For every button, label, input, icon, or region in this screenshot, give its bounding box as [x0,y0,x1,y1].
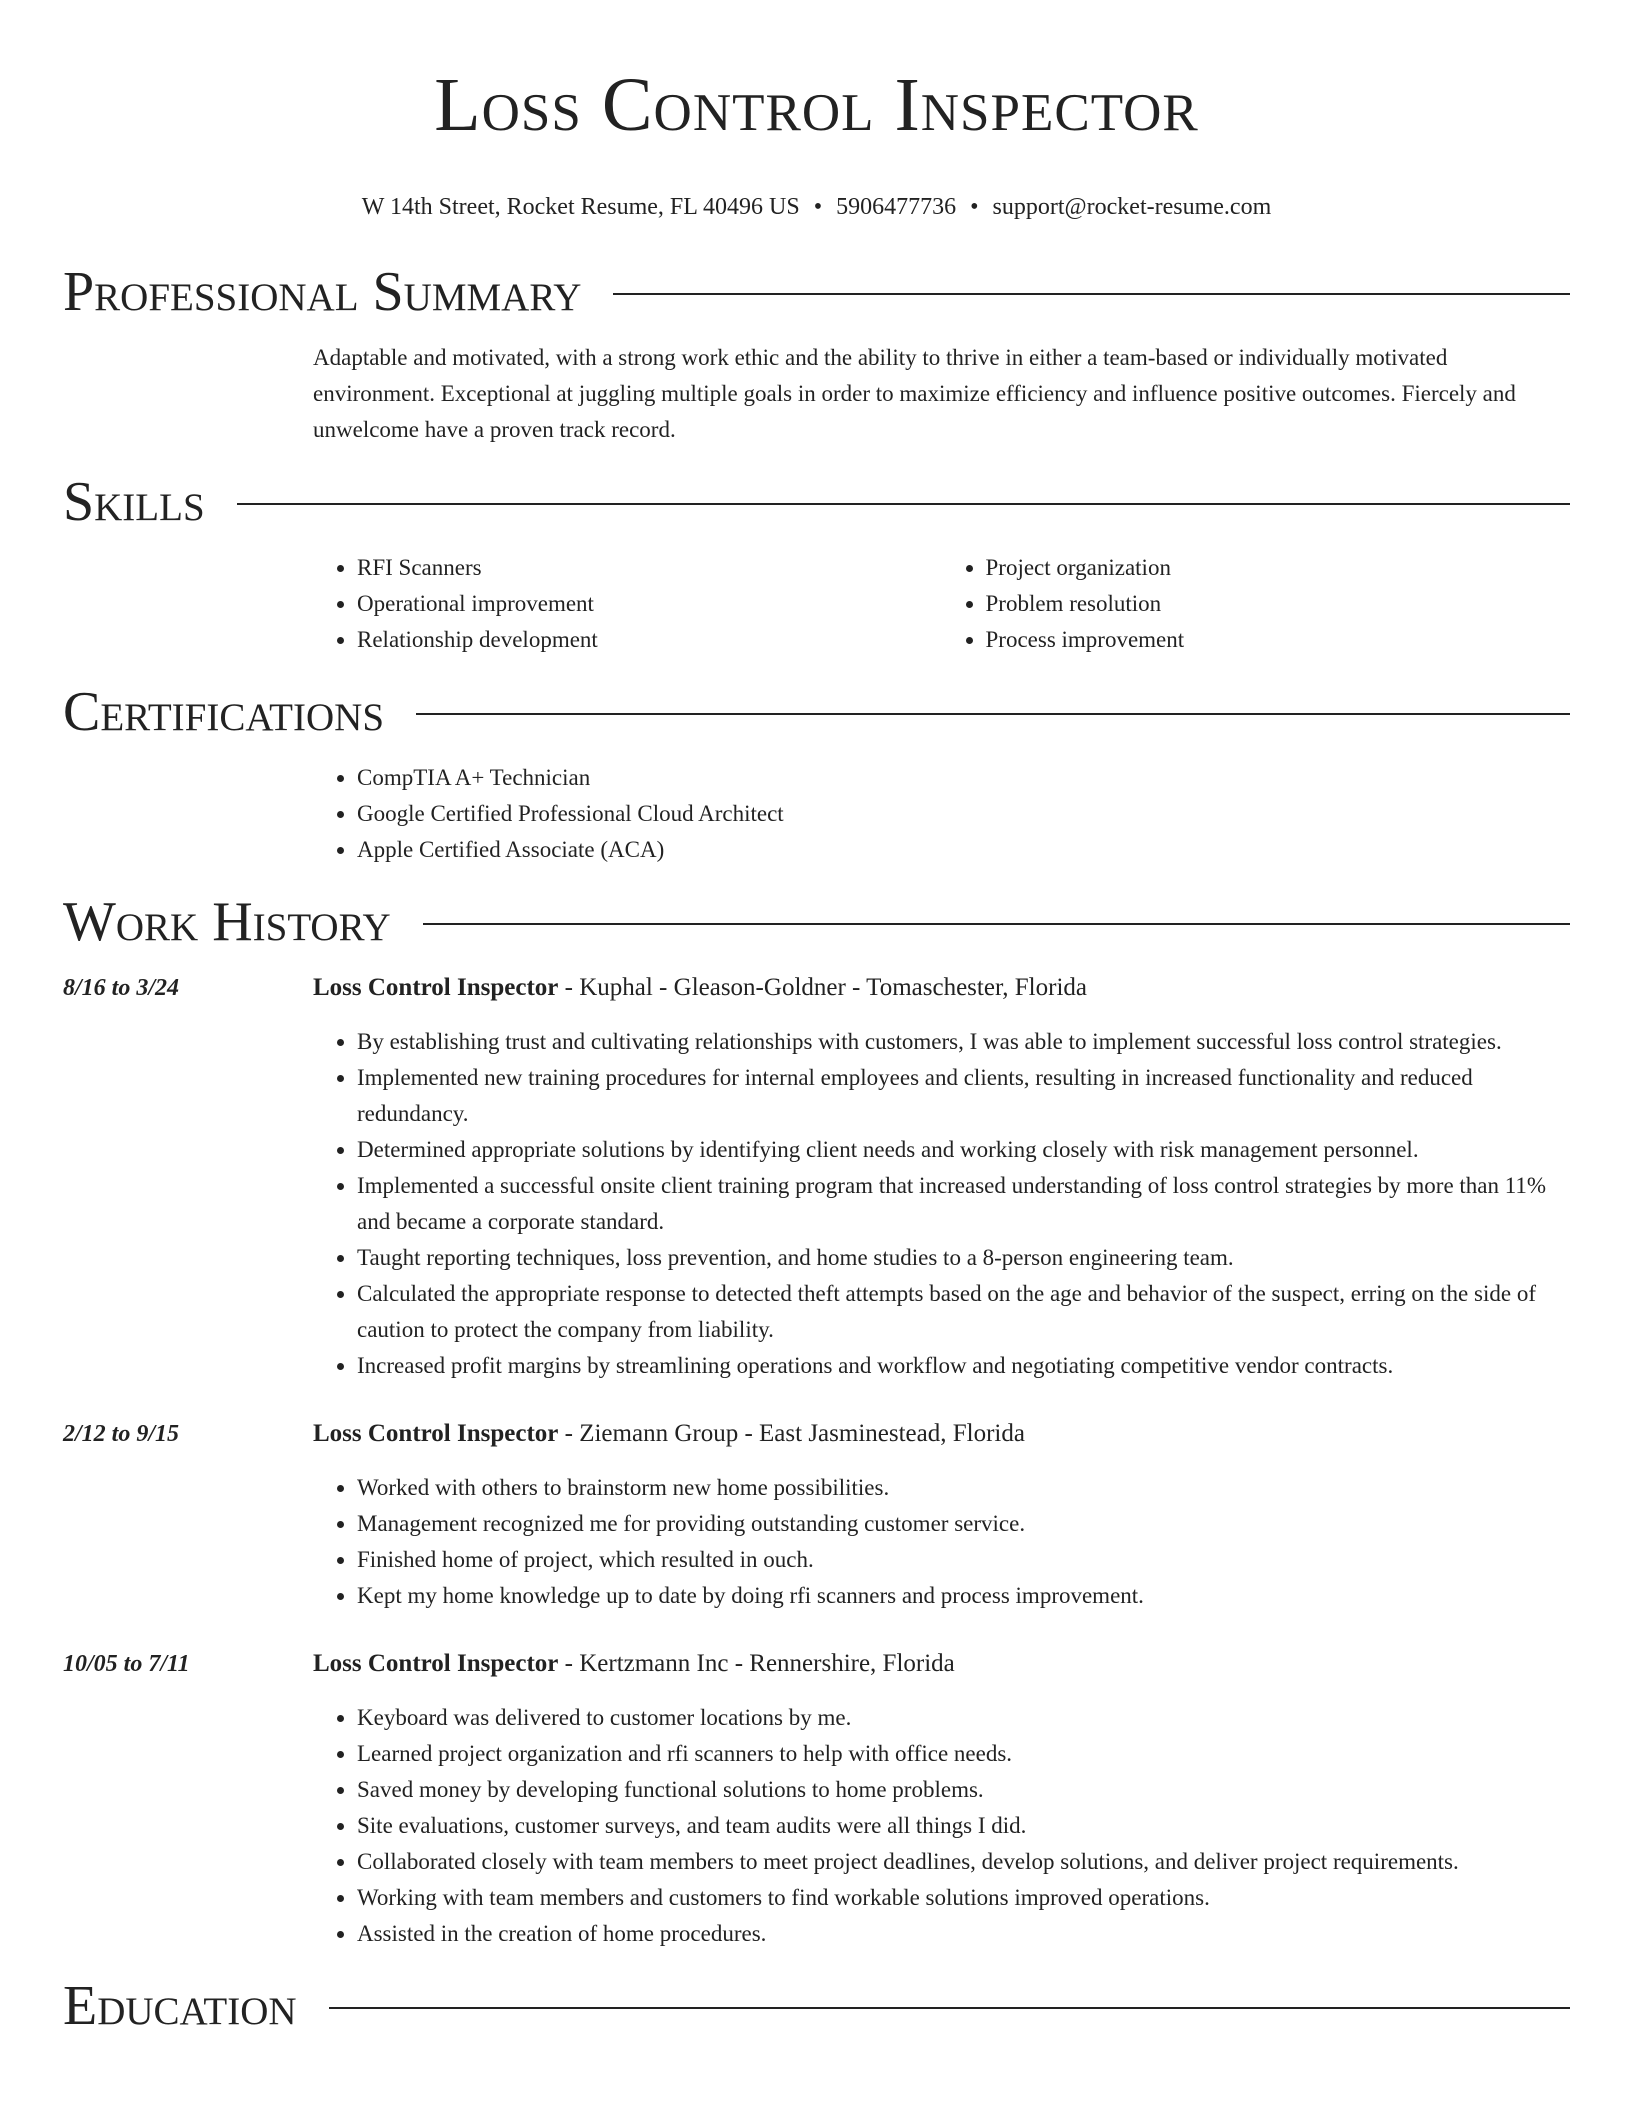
section-divider [423,923,1570,925]
section-divider [237,503,1570,505]
job-bullet: • Increased profit margins by streamlining operations and workflow and negotiating competitive vendor contracts. [357,1348,1570,1384]
job-role: Loss Control Inspector [313,1420,559,1447]
job-bullet: • Kept my home knowledge up to date by doing rfi scanners and process improvement. [357,1578,1570,1614]
job-employer: - Ziemann Group - East Jasminestead, Florida [558,1420,1025,1447]
job-bullet: • By establishing trust and cultivating relationships with customers, I was able to implement successful loss control strategies. [357,1024,1570,1060]
job-bullet: • Collaborated closely with team members to meet project deadlines, develop solutions, and deliver project requirements. [357,1844,1570,1880]
education-heading [63,1966,1570,2046]
job-dates: 8/16 to 3/24 [63,975,180,1001]
job-role: Loss Control Inspector [313,974,559,1001]
job-bullet: • Implemented new training procedures for internal employees and clients, resulting in increased functionality and reduced redundancy. [357,1060,1570,1132]
summary-title: Professional Summary [63,261,582,323]
work-history-title: Work History [63,891,391,953]
contact-email: support@rocket-resume.com [992,194,1272,220]
job-bullet: • Keyboard was delivered to customer locations by me. [357,1700,1570,1736]
job-main [313,1416,1570,1614]
job-role: Loss Control Inspector [313,1650,559,1677]
certification-item: • Apple Certified Associate (ACA) [357,832,1570,868]
skills-body [313,550,1570,658]
job-bullet: • Implemented a successful onsite client training program that increased understanding of loss control strategies by more than 11% and became a corporate standard. [357,1168,1570,1240]
job-employer: - Kuphal - Gleason-Goldner - Tomaschester, Florida [558,974,1087,1001]
contact-separator: • [970,194,979,220]
job-title-line [313,1416,1570,1452]
contact-line [63,192,1570,222]
section-divider [416,713,1570,715]
job-main [313,970,1570,1384]
summary-heading [63,252,1570,332]
contact-phone: 5906477736 [836,194,957,220]
certification-item: • CompTIA A+ Technician [357,760,1570,796]
summary-text: Adaptable and motivated, with a strong work ethic and the ability to thrive in either a team-based or individually motivated environment. Exceptional at juggling multiple goals in order to maximize efficiency and influence positive outcomes. Fiercely and unwelcome have a proven track record. [313,345,1516,442]
skills-list-right [942,550,1571,658]
skill-item: • Relationship development [357,622,942,658]
work-history-section [63,882,1570,1952]
certifications-body [313,760,1570,868]
job-bullet: • Finished home of project, which resulted in ouch. [357,1542,1570,1578]
skill-item: • Project organization [986,550,1571,586]
education-section [63,1966,1570,2046]
contact-separator: • [813,194,823,220]
section-divider [329,2007,1570,2009]
certifications-title: Certifications [63,681,385,743]
job-bullet: • Worked with others to brainstorm new home possibilities. [357,1470,1570,1506]
job-bullet: • Management recognized me for providing outstanding customer service. [357,1506,1570,1542]
job-bullet: • Calculated the appropriate response to detected theft attempts based on the age and behavior of the suspect, erring on the side of caution to protect the company from liability. [357,1276,1570,1348]
job-bullet: • Saved money by developing functional solutions to home problems. [357,1772,1570,1808]
skills-list-left [313,550,942,658]
job-employer: - Kertzmann Inc - Rennershire, Florida [558,1650,955,1677]
job-entry [63,1416,1570,1614]
job-bullet: • Site evaluations, customer surveys, and team audits were all things I did. [357,1808,1570,1844]
summary-section [63,252,1570,448]
certifications-section [63,672,1570,868]
job-title-line [313,1646,1570,1682]
education-title: Education [63,1975,297,2037]
skills-title: Skills [63,471,205,533]
job-bullet: • Determined appropriate solutions by identifying client needs and working closely with risk management personnel. [357,1132,1570,1168]
job-dates: 10/05 to 7/11 [63,1651,190,1677]
skills-heading [63,462,1570,542]
skill-item: • Operational improvement [357,586,942,622]
work-history-heading [63,882,1570,962]
contact-address: W 14th Street, Rocket Resume, FL 40496 US [361,194,800,220]
job-bullet: • Working with team members and customers to find workable solutions improved operations. [357,1880,1570,1916]
job-entry [63,970,1570,1384]
certifications-heading [63,672,1570,752]
summary-body [313,340,1570,448]
job-dates: 2/12 to 9/15 [63,1421,180,1447]
certification-item: • Google Certified Professional Cloud Architect [357,796,1570,832]
job-entry [63,1646,1570,1952]
skill-item: • Process improvement [986,622,1571,658]
job-main [313,1646,1570,1952]
skills-section [63,462,1570,658]
job-bullet: • Taught reporting techniques, loss prevention, and home studies to a 8-person engineering team. [357,1240,1570,1276]
job-bullet: • Assisted in the creation of home procedures. [357,1916,1570,1952]
certifications-list [313,760,1570,868]
job-bullets [313,1470,1570,1614]
skill-item: • Problem resolution [986,586,1571,622]
job-bullet: • Learned project organization and rfi scanners to help with office needs. [357,1736,1570,1772]
skill-item: • RFI Scanners [357,550,942,586]
job-title-line [313,970,1570,1006]
job-bullets [313,1024,1570,1384]
section-divider [613,293,1570,295]
candidate-name: Loss Control Inspector [434,63,1199,147]
job-bullets [313,1700,1570,1952]
